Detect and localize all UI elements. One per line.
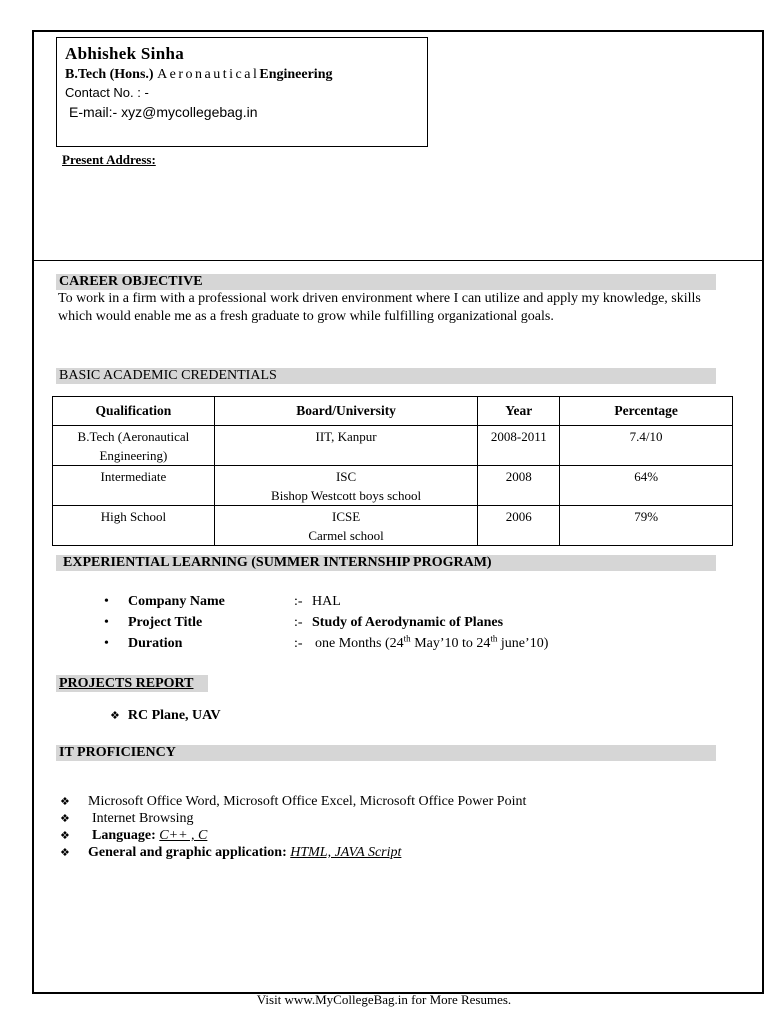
board-cell	[214, 506, 478, 546]
it-item: Microsoft Office Word, Microsoft Office Excel, Microsoft Office Power Point	[88, 794, 527, 809]
contact-number: Contact No. : -	[65, 85, 149, 100]
degree-type: B.Tech (Hons.)	[65, 67, 154, 82]
bullet-icon: •	[104, 615, 109, 630]
board-cell	[214, 426, 478, 466]
career-objective-heading: CAREER OBJECTIVE	[56, 274, 716, 290]
cell-text: Bishop Westcott boys school	[271, 488, 422, 503]
bullet-icon: •	[104, 594, 109, 609]
board-cell	[214, 466, 478, 506]
diamond-bullet-icon: ❖	[60, 812, 70, 825]
ordinal-suffix: th	[490, 633, 498, 644]
column-header: Year	[478, 397, 560, 426]
cell-text: High School	[100, 509, 167, 524]
separator: :-	[294, 615, 303, 630]
qualification-cell	[53, 506, 215, 546]
duration-text: May’10 to 24	[410, 636, 491, 651]
qualification-cell	[53, 426, 215, 466]
separator: :-	[294, 594, 303, 609]
language-label: Language:	[92, 828, 156, 843]
year-cell: 2008-2011	[478, 426, 560, 466]
cell-text: ICSE	[331, 509, 361, 524]
cell-text: Intermediate	[100, 469, 167, 484]
degree	[65, 67, 419, 83]
cell-text: B.Tech (Aeronautical	[77, 429, 190, 444]
contact-box	[56, 37, 428, 147]
it-item	[88, 845, 401, 861]
it-proficiency-heading: IT PROFICIENCY	[56, 745, 716, 761]
academic-heading: BASIC ACADEMIC CREDENTIALS	[56, 368, 716, 384]
cell-text: IIT, Kanpur	[315, 429, 377, 444]
column-header: Qualification	[53, 397, 215, 426]
cell-text: Engineering)	[99, 448, 168, 463]
duration-text: one Months (24	[315, 636, 404, 651]
cell-text: ISC	[335, 469, 357, 484]
qualification-cell	[53, 466, 215, 506]
language-value: C++ , C	[159, 828, 208, 843]
candidate-name: Abhishek Sinha	[65, 44, 185, 63]
diamond-bullet-icon: ❖	[110, 709, 120, 722]
diamond-bullet-icon: ❖	[60, 846, 70, 859]
table-row	[53, 466, 733, 506]
academic-table	[52, 396, 733, 546]
separator: :-	[294, 636, 303, 651]
company-label: Company Name	[128, 594, 225, 609]
header-divider	[32, 260, 764, 261]
table-row	[53, 506, 733, 546]
table-header-row	[53, 397, 733, 426]
company-value: HAL	[312, 594, 341, 609]
duration-value	[315, 633, 549, 652]
year-cell: 2006	[478, 506, 560, 546]
it-item: Internet Browsing	[92, 811, 194, 826]
column-header: Board/University	[214, 397, 478, 426]
project-title-label: Project Title	[128, 615, 203, 630]
ordinal-suffix: th	[403, 633, 411, 644]
table-row	[53, 426, 733, 466]
degree-field-end: Engineering	[259, 67, 333, 82]
footer-text: Visit www.MyCollegeBag.in for More Resumes.	[256, 992, 512, 1007]
present-address-label: Present Address:	[62, 152, 156, 167]
application-value: HTML, JAVA Script	[290, 845, 402, 860]
percentage-cell: 64%	[560, 466, 733, 506]
duration-text: june’10)	[497, 636, 549, 651]
it-item	[92, 828, 207, 844]
project-name: RC Plane, UAV	[127, 708, 221, 723]
internship-heading: EXPERIENTIAL LEARNING (SUMMER INTERNSHIP PROGRAM)	[56, 555, 716, 571]
career-objective-text: To work in a firm with a professional work driven environment where I can utilize and apply my knowledge, skills which would enable me as a fresh graduate to grow while fulfilling organizational goals.	[58, 291, 701, 324]
duration-label: Duration	[128, 636, 183, 651]
list-item	[110, 708, 221, 724]
project-title-value: Study of Aerodynamic of Planes	[312, 615, 504, 630]
email: E-mail:- xyz@mycollegebag.in	[69, 104, 258, 120]
bullet-icon: •	[104, 636, 109, 651]
projects-heading: PROJECTS REPORT	[56, 675, 208, 692]
diamond-bullet-icon: ❖	[60, 829, 70, 842]
degree-field: Aeronautical	[157, 67, 260, 82]
application-label: General and graphic application:	[88, 845, 287, 860]
column-header: Percentage	[560, 397, 733, 426]
diamond-bullet-icon: ❖	[60, 795, 70, 808]
year-cell: 2008	[478, 466, 560, 506]
cell-text: Carmel school	[308, 528, 384, 543]
percentage-cell: 7.4/10	[560, 426, 733, 466]
percentage-cell: 79%	[560, 506, 733, 546]
